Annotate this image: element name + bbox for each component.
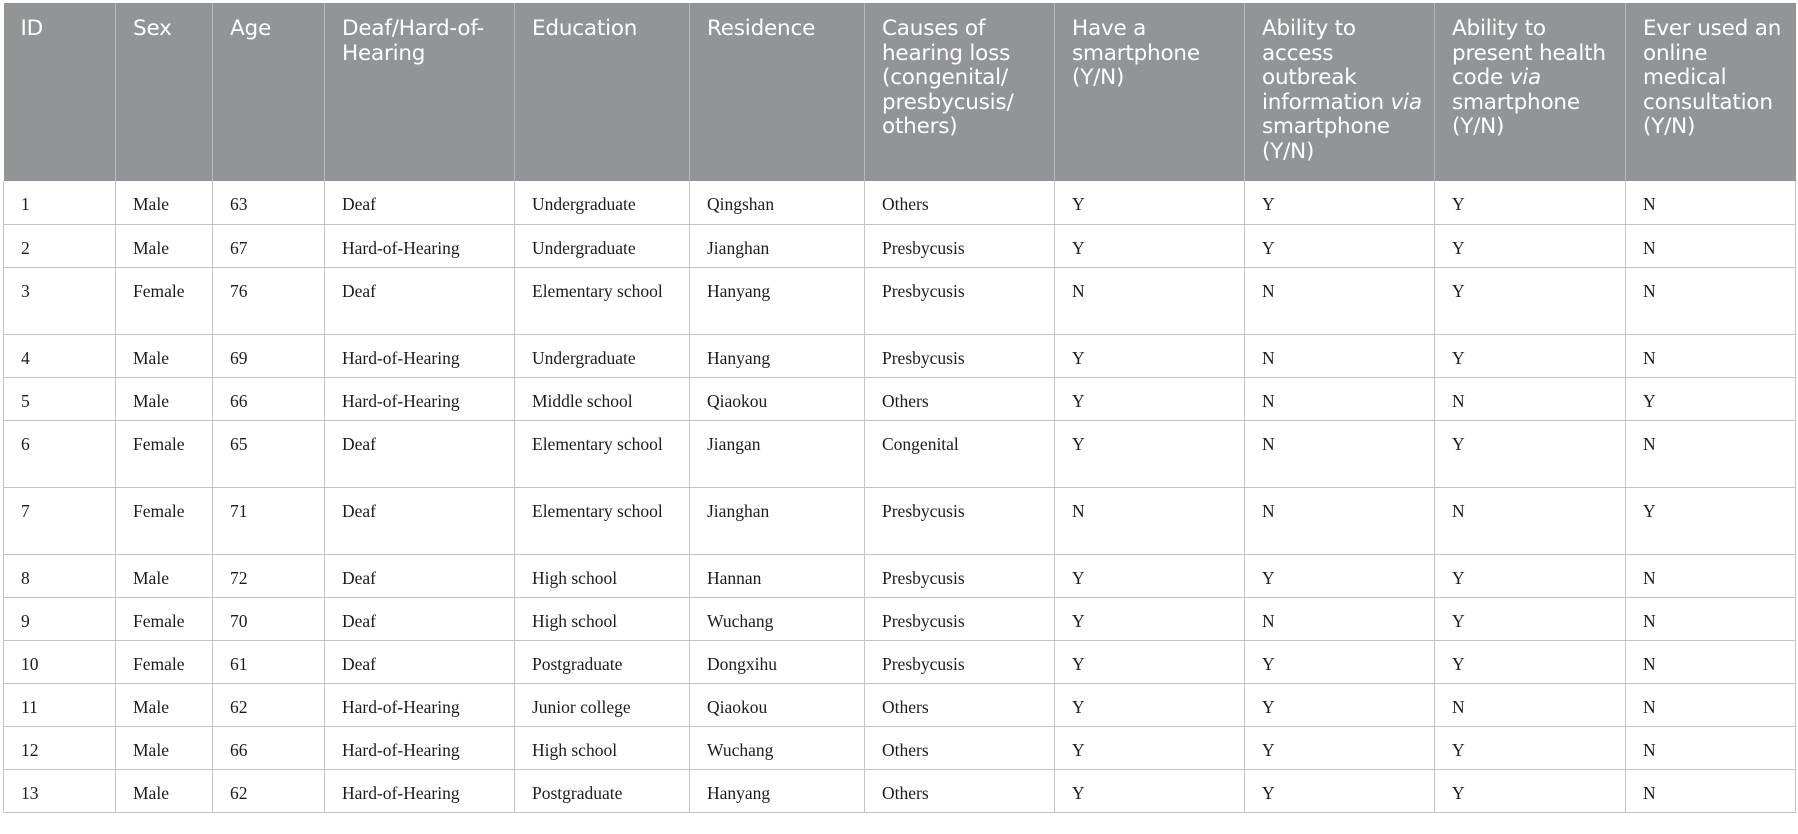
cell-outbreak-info: N: [1245, 377, 1435, 420]
cell-id: 8: [4, 554, 116, 597]
participants-table: [3, 3, 1796, 813]
cell-education: Postgraduate: [515, 769, 690, 812]
cell-sex: Female: [116, 267, 213, 334]
cell-outbreak-info: Y: [1245, 224, 1435, 267]
header-id: ID: [4, 3, 116, 181]
cell-outbreak-info: Y: [1245, 683, 1435, 726]
cell-age: 67: [213, 224, 325, 267]
table-row: [4, 267, 1796, 334]
cell-sex: Male: [116, 224, 213, 267]
cell-hearing-status: Hard-of-Hearing: [325, 726, 515, 769]
cell-hearing-status: Hard-of-Hearing: [325, 377, 515, 420]
header-health-code: Ability to present health code via smartphone (Y/N): [1435, 3, 1626, 181]
cell-id: 5: [4, 377, 116, 420]
cell-id: 11: [4, 683, 116, 726]
cell-health-code: N: [1435, 487, 1626, 554]
cell-health-code: Y: [1435, 267, 1626, 334]
table-row: [4, 640, 1796, 683]
cell-education: Middle school: [515, 377, 690, 420]
cell-online-consultation: N: [1626, 334, 1796, 377]
cell-education: Junior college: [515, 683, 690, 726]
cell-hearing-status: Deaf: [325, 487, 515, 554]
cell-health-code: N: [1435, 377, 1626, 420]
cell-causes: Presbycusis: [865, 597, 1055, 640]
cell-age: 76: [213, 267, 325, 334]
table-row: [4, 377, 1796, 420]
table-row: [4, 334, 1796, 377]
cell-online-consultation: N: [1626, 769, 1796, 812]
cell-causes: Others: [865, 377, 1055, 420]
cell-causes: Others: [865, 726, 1055, 769]
cell-health-code: Y: [1435, 420, 1626, 487]
table-row: [4, 554, 1796, 597]
cell-smartphone: Y: [1055, 726, 1245, 769]
cell-age: 62: [213, 683, 325, 726]
header-smartphone: Have a smartphone (Y/N): [1055, 3, 1245, 181]
cell-id: 6: [4, 420, 116, 487]
cell-sex: Male: [116, 769, 213, 812]
cell-sex: Female: [116, 597, 213, 640]
cell-causes: Others: [865, 769, 1055, 812]
cell-hearing-status: Hard-of-Hearing: [325, 224, 515, 267]
cell-smartphone: Y: [1055, 334, 1245, 377]
header-age: Age: [213, 3, 325, 181]
header-education: Education: [515, 3, 690, 181]
cell-age: 61: [213, 640, 325, 683]
cell-hearing-status: Hard-of-Hearing: [325, 683, 515, 726]
cell-id: 9: [4, 597, 116, 640]
cell-education: Elementary school: [515, 487, 690, 554]
cell-residence: Qiaokou: [690, 377, 865, 420]
table-row: [4, 726, 1796, 769]
cell-residence: Hanyang: [690, 267, 865, 334]
table-body: [4, 181, 1796, 812]
cell-id: 2: [4, 224, 116, 267]
cell-residence: Jianghan: [690, 487, 865, 554]
cell-health-code: Y: [1435, 726, 1626, 769]
table-row: [4, 420, 1796, 487]
cell-sex: Female: [116, 420, 213, 487]
cell-sex: Male: [116, 726, 213, 769]
header-row: [4, 3, 1796, 181]
cell-id: 13: [4, 769, 116, 812]
cell-outbreak-info: N: [1245, 420, 1435, 487]
cell-hearing-status: Deaf: [325, 554, 515, 597]
header-residence: Residence: [690, 3, 865, 181]
cell-online-consultation: N: [1626, 597, 1796, 640]
cell-smartphone: Y: [1055, 420, 1245, 487]
cell-online-consultation: N: [1626, 224, 1796, 267]
table-row: [4, 181, 1796, 224]
cell-health-code: Y: [1435, 769, 1626, 812]
header-hearing-status: Deaf/Hard-of-Hearing: [325, 3, 515, 181]
cell-sex: Male: [116, 181, 213, 224]
cell-residence: Hanyang: [690, 334, 865, 377]
header-causes: Causes of hearing loss (congenital/ presbycusis/ others): [865, 3, 1055, 181]
cell-age: 69: [213, 334, 325, 377]
cell-hearing-status: Hard-of-Hearing: [325, 334, 515, 377]
cell-smartphone: Y: [1055, 769, 1245, 812]
cell-causes: Congenital: [865, 420, 1055, 487]
cell-outbreak-info: Y: [1245, 181, 1435, 224]
cell-online-consultation: N: [1626, 640, 1796, 683]
cell-smartphone: Y: [1055, 683, 1245, 726]
cell-id: 1: [4, 181, 116, 224]
cell-residence: Dongxihu: [690, 640, 865, 683]
cell-hearing-status: Deaf: [325, 597, 515, 640]
table-row: [4, 597, 1796, 640]
cell-outbreak-info: Y: [1245, 726, 1435, 769]
header-online-consultation: Ever used an online medical consultation (Y/N): [1626, 3, 1796, 181]
cell-sex: Male: [116, 334, 213, 377]
cell-outbreak-info: N: [1245, 267, 1435, 334]
cell-causes: Presbycusis: [865, 267, 1055, 334]
cell-health-code: Y: [1435, 640, 1626, 683]
cell-age: 66: [213, 726, 325, 769]
cell-sex: Male: [116, 683, 213, 726]
cell-outbreak-info: Y: [1245, 640, 1435, 683]
cell-online-consultation: N: [1626, 181, 1796, 224]
cell-causes: Presbycusis: [865, 224, 1055, 267]
cell-residence: Wuchang: [690, 726, 865, 769]
cell-sex: Male: [116, 554, 213, 597]
cell-age: 65: [213, 420, 325, 487]
cell-age: 62: [213, 769, 325, 812]
cell-smartphone: Y: [1055, 597, 1245, 640]
cell-health-code: Y: [1435, 224, 1626, 267]
cell-id: 12: [4, 726, 116, 769]
cell-age: 72: [213, 554, 325, 597]
cell-outbreak-info: N: [1245, 597, 1435, 640]
cell-outbreak-info: Y: [1245, 769, 1435, 812]
cell-smartphone: Y: [1055, 377, 1245, 420]
cell-online-consultation: N: [1626, 683, 1796, 726]
cell-education: Elementary school: [515, 267, 690, 334]
cell-causes: Presbycusis: [865, 334, 1055, 377]
cell-id: 10: [4, 640, 116, 683]
cell-age: 63: [213, 181, 325, 224]
cell-causes: Presbycusis: [865, 554, 1055, 597]
cell-residence: Qingshan: [690, 181, 865, 224]
cell-age: 66: [213, 377, 325, 420]
cell-sex: Female: [116, 487, 213, 554]
cell-residence: Hanyang: [690, 769, 865, 812]
cell-education: Undergraduate: [515, 224, 690, 267]
cell-causes: Others: [865, 181, 1055, 224]
cell-education: Undergraduate: [515, 334, 690, 377]
cell-id: 3: [4, 267, 116, 334]
cell-outbreak-info: Y: [1245, 554, 1435, 597]
cell-residence: Qiaokou: [690, 683, 865, 726]
cell-sex: Female: [116, 640, 213, 683]
table-row: [4, 487, 1796, 554]
cell-online-consultation: N: [1626, 420, 1796, 487]
cell-online-consultation: N: [1626, 554, 1796, 597]
cell-smartphone: Y: [1055, 181, 1245, 224]
cell-smartphone: N: [1055, 487, 1245, 554]
cell-education: Undergraduate: [515, 181, 690, 224]
cell-residence: Hannan: [690, 554, 865, 597]
cell-smartphone: N: [1055, 267, 1245, 334]
cell-causes: Others: [865, 683, 1055, 726]
cell-age: 70: [213, 597, 325, 640]
cell-health-code: Y: [1435, 181, 1626, 224]
table-row: [4, 683, 1796, 726]
cell-online-consultation: N: [1626, 726, 1796, 769]
table-row: [4, 769, 1796, 812]
header-sex: Sex: [116, 3, 213, 181]
cell-health-code: Y: [1435, 334, 1626, 377]
cell-outbreak-info: N: [1245, 334, 1435, 377]
cell-residence: Jianghan: [690, 224, 865, 267]
cell-causes: Presbycusis: [865, 640, 1055, 683]
cell-education: High school: [515, 554, 690, 597]
cell-education: Postgraduate: [515, 640, 690, 683]
cell-online-consultation: Y: [1626, 487, 1796, 554]
cell-education: High school: [515, 726, 690, 769]
cell-id: 4: [4, 334, 116, 377]
cell-hearing-status: Deaf: [325, 640, 515, 683]
cell-online-consultation: N: [1626, 267, 1796, 334]
cell-health-code: N: [1435, 683, 1626, 726]
header-outbreak-info: Ability to access outbreak information via smartphone (Y/N): [1245, 3, 1435, 181]
cell-id: 7: [4, 487, 116, 554]
cell-smartphone: Y: [1055, 554, 1245, 597]
cell-outbreak-info: N: [1245, 487, 1435, 554]
cell-smartphone: Y: [1055, 640, 1245, 683]
cell-education: Elementary school: [515, 420, 690, 487]
cell-hearing-status: Deaf: [325, 181, 515, 224]
cell-education: High school: [515, 597, 690, 640]
cell-smartphone: Y: [1055, 224, 1245, 267]
cell-causes: Presbycusis: [865, 487, 1055, 554]
cell-online-consultation: Y: [1626, 377, 1796, 420]
table-row: [4, 224, 1796, 267]
cell-age: 71: [213, 487, 325, 554]
cell-hearing-status: Hard-of-Hearing: [325, 769, 515, 812]
cell-residence: Wuchang: [690, 597, 865, 640]
cell-sex: Male: [116, 377, 213, 420]
cell-residence: Jiangan: [690, 420, 865, 487]
cell-hearing-status: Deaf: [325, 267, 515, 334]
cell-health-code: Y: [1435, 554, 1626, 597]
cell-hearing-status: Deaf: [325, 420, 515, 487]
cell-health-code: Y: [1435, 597, 1626, 640]
